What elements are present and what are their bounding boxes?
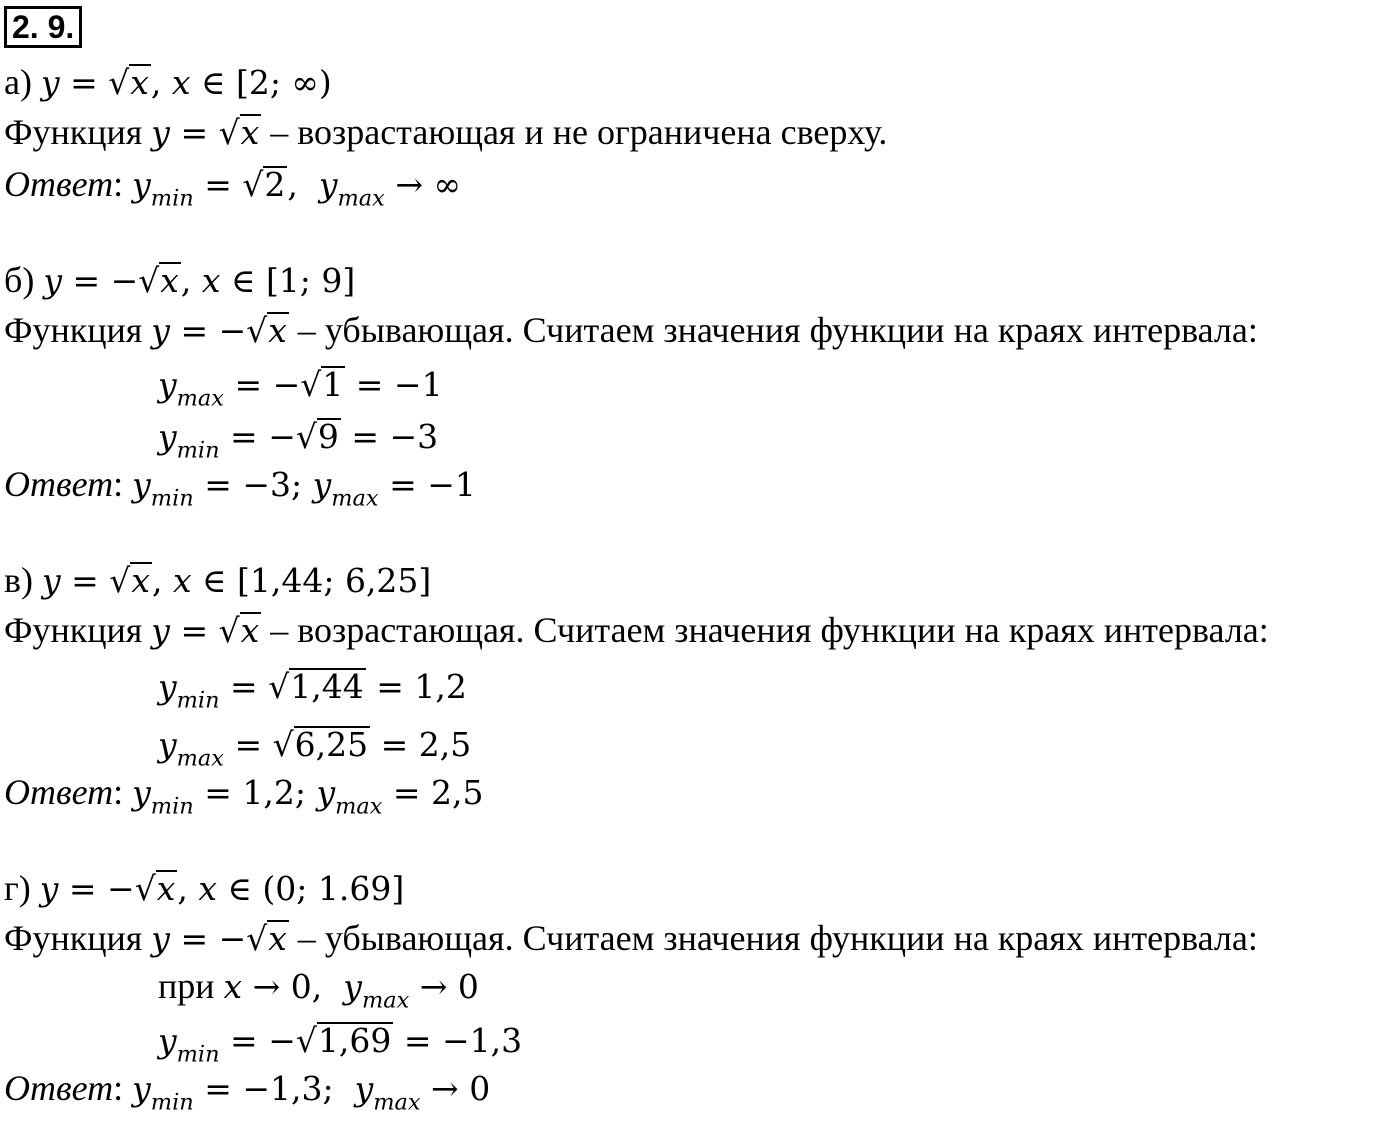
section-b-ymax-calc: $y_{max} = -√1 = -1$ (158, 365, 443, 412)
section-g-description: Функция y = −√x – убывающая. Считаем значения функции на краях интервала: (4, 918, 1258, 958)
section-g-ymin-calc: $y_{min} = -√1,69 = -1,3$ (158, 1021, 523, 1068)
section-g-statement: г) y = −√x, x ∈ (0; 1.69] (4, 868, 405, 908)
section-v-answer: Ответ: $y_{min} = 1,2$; $y_{max} = 2,5$ (4, 772, 484, 820)
section-b-ymin-calc: $y_{min} = -√9 = -3$ (158, 417, 439, 464)
section-b-letter: б) (4, 260, 35, 300)
section-g-letter: г) (4, 868, 31, 908)
section-v-ymax-calc: $y_{max} = √6,25 = 2,5$ (158, 725, 472, 772)
section-b-description: Функция y = −√x – убывающая. Считаем значения функции на краях интервала: (4, 310, 1258, 350)
section-a-answer: Ответ: $y_{min} = √2$, $y_{max}$ → ∞ (4, 164, 461, 212)
section-v-letter: в) (4, 560, 33, 600)
section-a-domain: [2; ∞) (235, 63, 332, 102)
section-a-letter: а) (4, 62, 32, 102)
problem-header (4, 6, 82, 46)
section-v-statement: в) y = √x, x ∈ [1,44; 6,25] (4, 560, 432, 600)
section-a-statement: а) y = √x, x ∈ [2; ∞) (4, 62, 332, 102)
section-v-ymin-calc: $y_{min} = √1,44 = 1,2$ (158, 667, 467, 714)
section-g-limit: при x → 0, $y_{max} \to 0$ (158, 966, 479, 1014)
section-b-statement: б) y = −√x, x ∈ [1; 9] (4, 260, 356, 300)
section-g-answer: Ответ: $y_{min} = -1,3$; $y_{max} \to 0$ (4, 1068, 491, 1116)
problem-number: 2. 9. (4, 6, 82, 48)
section-a-description: Функция y = √x – возрастающая и не ограничена сверху. (4, 112, 888, 152)
section-b-answer: Ответ: $y_{min} = -3$; $y_{max} = -1$ (4, 464, 476, 512)
section-v-description: Функция y = √x – возрастающая. Считаем значения функции на краях интервала: (4, 610, 1269, 650)
